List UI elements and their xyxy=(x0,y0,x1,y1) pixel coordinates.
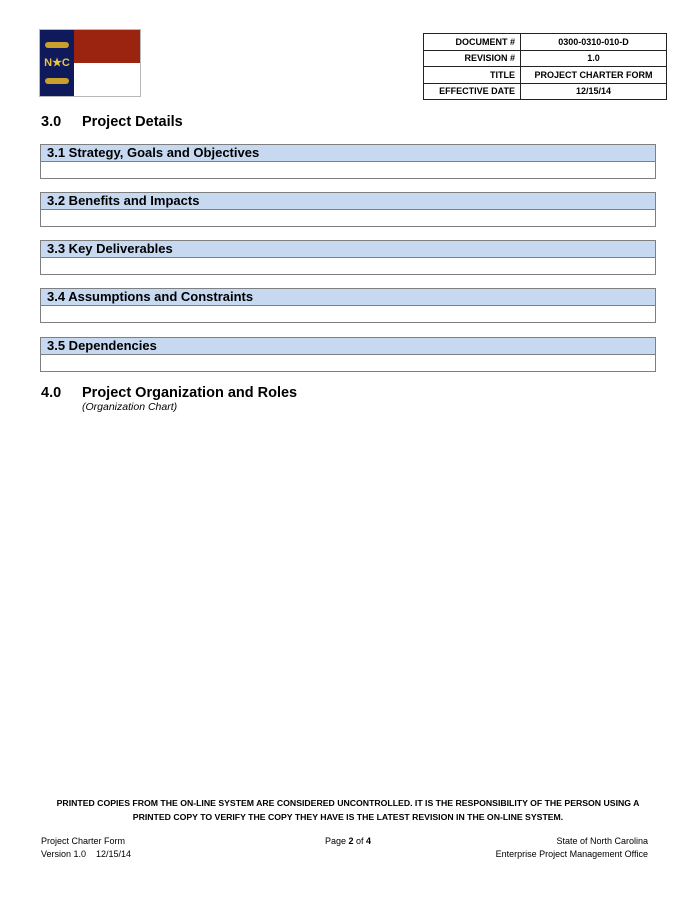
subsection-assumptions-constraints xyxy=(40,288,656,323)
subsection-field[interactable] xyxy=(41,355,655,371)
footer-office: Enterprise Project Management Office xyxy=(495,849,648,859)
subsection-header: 3.2 Benefits and Impacts xyxy=(41,193,655,210)
subsection-header: 3.4 Assumptions and Constraints xyxy=(41,289,655,306)
subsection-field[interactable] xyxy=(41,258,655,274)
section-number: 4.0 xyxy=(41,385,62,401)
doc-label: DOCUMENT # xyxy=(424,34,521,51)
section-number: 3.0 xyxy=(41,114,62,130)
uncontrolled-copy-notice: PRINTED COPIES FROM THE ON-LINE SYSTEM ARE CONSIDERED UNCONTROLLED. IT IS THE RESPONSIBILITY OF THE PERSON USING A PRINTED COPY TO VERIFY THE COPY THEY HAVE IS THE LATEST REVISION IN THE ON-LINE SYSTEM. xyxy=(56,798,640,822)
flag-ribbon-top xyxy=(45,42,69,48)
footer-form-name: Project Charter Form xyxy=(41,836,126,846)
footer-version: Version 1.0 12/15/14 xyxy=(41,849,132,859)
section-title: Project Organization and Roles xyxy=(82,385,298,401)
section-4-subtitle: (Organization Chart) xyxy=(82,401,178,413)
footer-right xyxy=(496,835,648,861)
doc-value: 0300-0310-010-D xyxy=(521,34,667,51)
doc-row-effective-date xyxy=(424,83,667,100)
subsection-header: 3.1 Strategy, Goals and Objectives xyxy=(41,145,655,162)
nc-state-flag-icon xyxy=(39,29,141,97)
subsection-field[interactable] xyxy=(41,162,655,178)
page-total: 4 xyxy=(366,836,372,846)
flag-white-bar xyxy=(74,63,140,96)
subsection-key-deliverables xyxy=(40,240,656,275)
subsection-header: 3.3 Key Deliverables xyxy=(41,241,655,258)
page-current: 2 xyxy=(348,836,354,846)
subsection-dependencies xyxy=(40,337,656,372)
doc-row-document xyxy=(424,34,667,51)
flag-ribbon-bottom xyxy=(45,78,69,84)
doc-value: 12/15/14 xyxy=(521,83,667,100)
page-of: of xyxy=(353,836,367,846)
subsection-strategy-goals xyxy=(40,144,656,179)
section-4-heading xyxy=(41,385,297,401)
flag-red-bar xyxy=(74,30,140,63)
doc-label: EFFECTIVE DATE xyxy=(424,83,521,100)
doc-value: PROJECT CHARTER FORM xyxy=(521,67,667,84)
subsection-field[interactable] xyxy=(41,306,655,322)
subsection-field[interactable] xyxy=(41,210,655,226)
doc-label: REVISION # xyxy=(424,50,521,67)
document-info-table xyxy=(423,33,667,100)
footer-state: State of North Carolina xyxy=(556,836,648,846)
flag-nc-text: N★C xyxy=(44,57,70,69)
subsection-header: 3.5 Dependencies xyxy=(41,338,655,355)
doc-label: TITLE xyxy=(424,67,521,84)
subsection-benefits-impacts xyxy=(40,192,656,227)
doc-row-title xyxy=(424,67,667,84)
section-3-heading xyxy=(41,114,183,130)
doc-value: 1.0 xyxy=(521,50,667,67)
page-prefix: Page xyxy=(324,836,349,846)
doc-row-revision xyxy=(424,50,667,67)
section-title: Project Details xyxy=(82,114,183,130)
